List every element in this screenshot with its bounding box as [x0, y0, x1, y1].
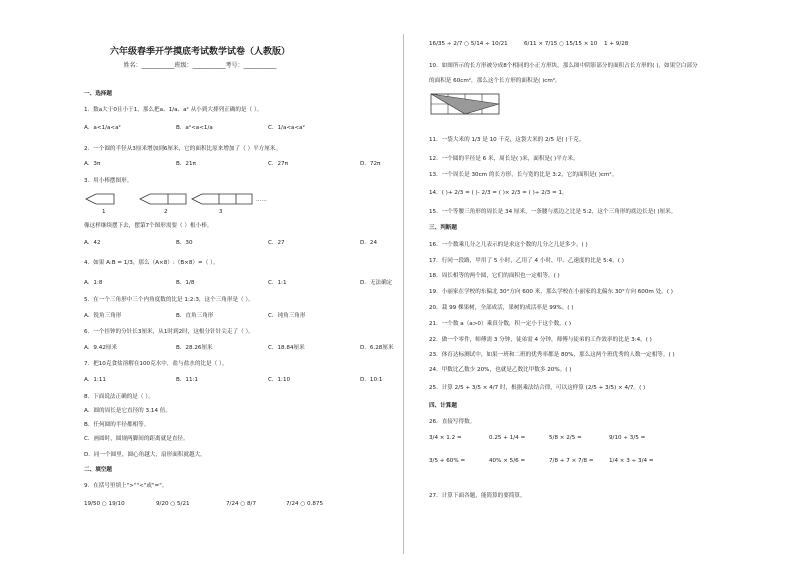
question-5: 5．在一个三角形中三个内角度数的比是 1:2:3，这个三角形是（ ）。	[84, 297, 254, 303]
compare-item: 16/35 ÷ 2/7 ○ 5/14 ÷ 10/21	[429, 41, 508, 47]
option: B．11:1	[176, 377, 198, 383]
question-11: 11．一袋大米的 1/3 是 10 千克，这袋大米的 2/5 是( )千克。	[429, 137, 585, 143]
q2-options	[84, 160, 452, 169]
question-19: 19．小丽家在学校的东偏北 30°方向 600 米，那么学校在小丽家的北偏东 30°方向 600m 处。( )	[429, 289, 673, 295]
option: D．6.28厘米	[360, 345, 394, 351]
question-10: 10．如图所示的长方形被分成8个相同的小正方形块，那么图中阴影部分的面积占长方形的( )，如果空白部分	[429, 63, 698, 69]
section-choice: 一、选择题	[84, 91, 112, 97]
question-14: 14．( )+ 2/3 = ( )- 2/3 = ( )× 2/3 = ( )÷ 2/3 = 1。	[429, 190, 568, 196]
shaded-rectangle-figure	[430, 93, 500, 115]
question-16: 16．一个数乘几分之几表示的是求这个数的几分之几是多少。( )	[429, 242, 588, 248]
q5-options	[84, 312, 360, 321]
option: A．1:8	[84, 280, 103, 286]
option: C．18.84厘米	[268, 345, 305, 351]
compare-item: 6/11 × 7/15 ○ 15/15 × 10	[524, 41, 598, 47]
calc-row-1	[429, 434, 645, 443]
question-18: 18．周长相等的两个圆，它们的面积也一定相等。( )	[429, 273, 560, 279]
figure-label: 3	[219, 209, 223, 215]
question-6: 6．一个挂钟的分针长3厘米，从1时到2时，这根分针针尖走了（ ）。	[84, 329, 254, 335]
question-24: 24．甲数比乙数少 20%，也就是乙数比甲数多 20%。( )	[429, 367, 572, 373]
question-26: 26．直接写得数。	[429, 419, 476, 425]
matchstick-figures	[84, 193, 274, 215]
calc-item: 3/4 × 1.2 =	[429, 435, 462, 441]
calc-item: 1/4 × 3 ÷ 3/4 =	[609, 458, 654, 464]
right-column	[405, 0, 794, 562]
question-20: 20．栽 99 棵果树，全部成活，果树的成活率是 99%。( )	[429, 305, 574, 311]
figure-3	[192, 194, 252, 204]
ellipsis: ……	[256, 197, 267, 203]
q6-options	[84, 344, 452, 353]
option: B．30	[176, 240, 193, 246]
question-22: 22．做一个零件，师傅需 3 分钟，徒弟需 4 分钟，师傅与徒弟的工作效率的比是 3:4。( )	[429, 337, 652, 343]
question-23: 23．体育达标测试中，如果一班和二班的优秀率都是 80%，那么这两个班优秀的人数一定相等。( )	[429, 352, 675, 358]
option: C．钝角三角形	[268, 313, 306, 319]
option: D．10:1	[360, 377, 383, 383]
option: B．28.26厘米	[176, 345, 213, 351]
question-1: 1．数a大于0且小于1，那么把a、1/a、a² 从小到大排列正确的是（ ）。	[84, 107, 263, 113]
student-info: 姓名：___________班级：___________考号：___________	[123, 62, 277, 69]
q8-option-c: C．画圆时，圆规两脚间的距离就是直径。	[84, 436, 189, 442]
question-7: 7．把10克食盐溶解在100克水中，盐与盐水的比是（ ）。	[84, 361, 228, 367]
question-4: 4．如果 A:B = 1/3，那么（A×8）:（B×8）=（ ）。	[84, 260, 219, 266]
q8-option-d: D．同一个圆里，圆心角越大，扇形面积就越大。	[84, 452, 206, 458]
compare-item: 1 + 9/28	[604, 41, 629, 47]
option: A．1:11	[84, 377, 106, 383]
compare-item: 7/24 ○ 0.875	[286, 501, 324, 507]
option: A．锐角三角形	[84, 313, 122, 319]
option: D．24	[360, 240, 378, 246]
question-2: 2．一个圆的半径从3厘米增加到6厘米，它的面积比原来增加了（ ）平方厘米。	[84, 146, 282, 152]
figure-1	[86, 194, 114, 204]
q9-items	[84, 500, 384, 509]
option: C．1:10	[268, 377, 291, 383]
section-calculation: 四、计算题	[429, 403, 457, 409]
calc-row-2	[429, 457, 654, 466]
question-15: 15．一个等腰三角形的周长是 34 厘米，一条腰与底边之比是 5:2，这个三角形的底边长是( )厘米。	[429, 209, 677, 215]
question-13: 13．一个周长是 30cm 的长方形，长与宽的比是 3:2，它的面积是( )cm²。	[429, 172, 618, 178]
figure-label: 2	[164, 209, 168, 215]
calc-item: 0.25 + 1/4 =	[489, 435, 526, 441]
option: B．1/8	[176, 280, 195, 286]
option: C．1:1	[268, 280, 287, 286]
q4-options	[84, 279, 452, 288]
question-27: 27．计算下面各题，能简算的要简算。	[429, 493, 526, 499]
calc-item: 9/10 ÷ 3/5 =	[609, 435, 646, 441]
option: A．9.42厘米	[84, 345, 118, 351]
question-10-continued: 的面积是 60cm²，那么这个长方形的面积是( )cm²。	[429, 78, 561, 84]
q7-options	[84, 376, 452, 385]
q8-option-a: A．圆的周长是它直径的 3.14 倍。	[84, 408, 171, 414]
question-12: 12．一个圆的半径是 6 米，周长是( )米，面积是( )平方米。	[429, 156, 579, 162]
option: B．a²<a<1/a	[176, 125, 213, 131]
calc-item: 40% × 5/6 =	[489, 458, 526, 464]
figure-label: 1	[102, 209, 106, 215]
compare-item: 9/20 ○ 5/21	[156, 501, 190, 507]
section-true-false: 三、判断题	[429, 225, 457, 231]
option: D．72π	[360, 161, 381, 167]
calc-item: 7/8 + 7 × 7/8 =	[549, 458, 594, 464]
q3-options	[84, 239, 452, 248]
question-21: 21．一个数 a（a>0）乘真分数，积一定小于这个数。( )	[429, 321, 572, 327]
calc-item: 3/5 + 60% =	[429, 458, 466, 464]
option: C．1/a<a<a²	[268, 125, 305, 131]
calc-item: 5/8 × 2/5 =	[549, 435, 582, 441]
figure-2	[140, 194, 186, 204]
option: A．3π	[84, 161, 101, 167]
option: A．a<1/a<a²	[84, 125, 121, 131]
q8-option-b: B．任何圆的半径都相等。	[84, 422, 150, 428]
compare-item: 19/50 ○ 19/10	[84, 501, 125, 507]
option: C．27π	[268, 161, 288, 167]
option: A．42	[84, 240, 101, 246]
question-9: 9．在括号里填上">""<"或"="。	[84, 483, 168, 489]
question-3-continued: 像这样继续摆下去，摆第7个图形需要（ ）根小棒。	[84, 223, 213, 229]
q1-options	[84, 124, 360, 133]
question-3: 3．用小棒摆图形。	[84, 178, 133, 184]
option: D．无法确定	[360, 280, 393, 286]
option: B．直角三角形	[176, 313, 214, 319]
compare-item: 7/24 ○ 8/7	[226, 501, 257, 507]
option: B．21π	[176, 161, 196, 167]
question-17: 17．行同一段路，甲用了 5 小时，乙用了 4 小时，甲、乙速度的比是 5:4。( )	[429, 258, 624, 264]
compare-continued	[429, 40, 628, 49]
question-25: 25．计算 2/5 + 3/5 × 4/7 时，根据乘法结合律，可以这样算 (2/5 + 3/5) × 4/7。( )	[429, 385, 646, 391]
column-divider	[403, 34, 404, 554]
question-8: 8．下面说法正确的是（ ）。	[84, 394, 154, 400]
page-title: 六年级春季开学摸底考试数学试卷（人教版）	[109, 47, 290, 57]
option: C．27	[268, 240, 285, 246]
section-fill-blank: 二、填空题	[84, 467, 112, 473]
